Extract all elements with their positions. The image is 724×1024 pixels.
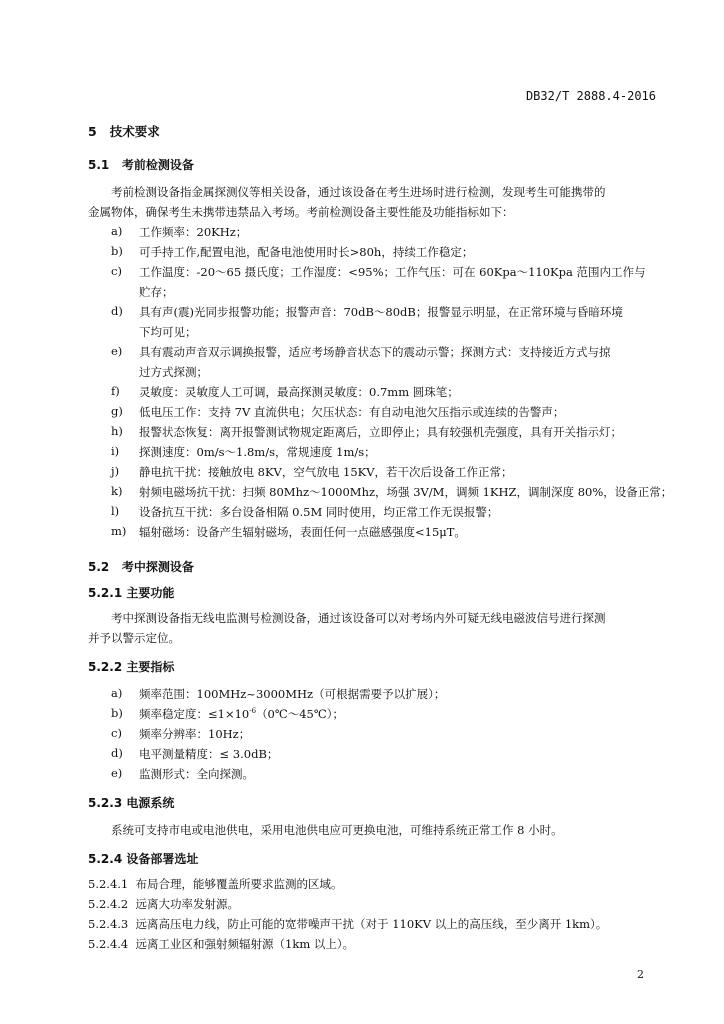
section-title: 技术要求 [109, 124, 160, 139]
list-label: c) [111, 264, 122, 278]
section-5-2-1-heading [88, 584, 174, 601]
clause-text: 布局合理，能够覆盖所要求监测的区域。 [135, 877, 343, 891]
list-item-text: （0℃～45℃）； [256, 707, 344, 721]
list-label: h) [111, 424, 123, 438]
list-label: b) [111, 244, 123, 258]
clause-item [88, 876, 343, 892]
clause-number: 5.2.4.3 [88, 917, 129, 931]
list-label: d) [111, 304, 123, 318]
list-item: 工作温度：-20～65 摄氏度；工作湿度：<95%；工作气压：可在 60Kpa～110Kpa 范围内工作与 [139, 265, 646, 279]
section-5-2-2-heading [88, 658, 174, 675]
section-number: 5.2 [88, 560, 110, 574]
list-item: 灵敏度：灵敏度人工可调，最高探测灵敏度：0.7mm 圆珠笔； [139, 385, 459, 399]
list-label: f) [111, 384, 120, 398]
list-item: 电平测量精度：≤ 3.0dB； [139, 747, 279, 761]
list-label: a) [111, 686, 123, 700]
list-label: b) [111, 706, 123, 720]
list-label: e) [111, 344, 123, 358]
list-item: 具有震动声音双示调换报警，适应考场静音状态下的震动示警；探测方式：支持接近方式与掠 [139, 345, 611, 359]
paragraph-line: 金属物体，确保考生未携带违禁品入考场。考前检测设备主要性能及功能指标如下： [88, 205, 514, 219]
list-item: 探测速度：0m/s～1.8m/s，常规速度 1m/s； [139, 445, 376, 459]
list-label: e) [111, 766, 123, 780]
section-title: 考中探测设备 [121, 560, 194, 574]
list-item: 报警状态恢复：离开报警测试物规定距离后，立即停止；具有较强机壳强度，具有开关指示灯； [139, 425, 622, 439]
clause-text: 远离高压电力线，防止可能的宽带噪声干扰（对于 110KV 以上的高压线，至少离开 1km）。 [135, 917, 608, 931]
doc-number: DB32/T 2888.4-2016 [525, 89, 656, 103]
list-label: c) [111, 726, 122, 740]
section-number: 5.2.4 [88, 852, 123, 866]
paragraph-line: 系统可支持市电或电池供电，采用电池供电应可更换电池，可维持系统正常工作 8 小时。 [111, 823, 563, 837]
list-item: 可手持工作,配置电池，配备电池使用时长>80h，持续工作稳定； [139, 245, 474, 259]
list-item-text: 频率稳定度：≤1×10 [139, 707, 250, 721]
clause-item [88, 896, 239, 912]
section-number: 5 [88, 124, 97, 139]
list-item: 低电压工作：支持 7V 直流供电；欠压状态：有自动电池欠压指示或连续的告警声； [139, 405, 565, 419]
list-label: j) [111, 464, 120, 478]
list-item: 辐射磁场：设备产生辐射磁场，表面任何一点磁感强度<15μT。 [139, 525, 466, 539]
list-item: 频率范围：100MHz~3000MHz（可根据需要予以扩展）； [139, 687, 446, 701]
list-label: l) [111, 504, 120, 518]
list-item-continuation: 过方式探测； [139, 365, 208, 379]
clause-item [88, 916, 607, 932]
paragraph-line: 并予以警示定位。 [88, 631, 180, 645]
list-item: 工作频率：20KHz； [139, 225, 248, 239]
section-title: 设备部署选址 [126, 852, 199, 866]
section-number: 5.2.3 [88, 796, 123, 810]
list-item-continuation: 下均可见； [139, 325, 197, 339]
list-label: k) [111, 484, 123, 498]
section-number: 5.2.2 [88, 660, 123, 674]
section-number: 5.1 [88, 158, 110, 172]
list-item-continuation: 贮存； [139, 285, 174, 299]
list-label: g) [111, 404, 123, 418]
section-5-heading [88, 122, 160, 140]
section-title: 主要指标 [126, 660, 175, 674]
list-item: 频率分辨率：10Hz； [139, 727, 251, 741]
exponent: -6 [249, 707, 257, 716]
section-number: 5.2.1 [88, 586, 123, 600]
list-label: d) [111, 746, 123, 760]
paragraph-line: 考前检测设备指金属探测仪等相关设备，通过该设备在考生进场时进行检测，发现考生可能携带的 [111, 185, 606, 199]
clause-number: 5.2.4.1 [88, 877, 129, 891]
list-item: 设备抗互干扰：多台设备相隔 0.5M 同时使用，均正常工作无误报警； [139, 505, 499, 519]
clause-text: 远离大功率发射源。 [135, 897, 240, 911]
paragraph-line: 考中探测设备指无线电监测号检测设备，通过该设备可以对考场内外可疑无线电磁波信号进行探测 [111, 611, 606, 625]
clause-number: 5.2.4.4 [88, 937, 129, 951]
section-5-2-4-heading [88, 850, 198, 867]
page-number: 2 [637, 968, 644, 981]
list-label: i) [111, 444, 120, 458]
section-title: 主要功能 [126, 586, 175, 600]
list-label: m) [111, 524, 127, 538]
section-title: 考前检测设备 [121, 158, 194, 172]
section-5-2-heading [88, 558, 194, 575]
clause-number: 5.2.4.2 [88, 897, 129, 911]
list-item: 监测形式：全向探测。 [139, 767, 254, 781]
section-5-2-3-heading [88, 794, 174, 811]
list-item: 具有声(震)光同步报警功能；报警声音：70dB～80dB；报警显示明显，在正常环境与昏暗环境 [139, 305, 623, 319]
list-label: a) [111, 224, 123, 238]
section-title: 电源系统 [126, 796, 175, 810]
clause-item [88, 936, 354, 952]
list-item: 射频电磁场抗干扰：扫频 80Mhz～1000Mhz，场强 3V/M，调频 1KHZ，调制深度 80%，设备正常； [139, 485, 673, 499]
list-item: 静电抗干扰：接触放电 8KV，空气放电 15KV，若干次后设备工作正常； [139, 465, 513, 479]
clause-text: 远离工业区和强射频辐射源（1km 以上）。 [135, 937, 355, 951]
list-item [139, 706, 344, 722]
section-5-1-heading [88, 156, 194, 173]
